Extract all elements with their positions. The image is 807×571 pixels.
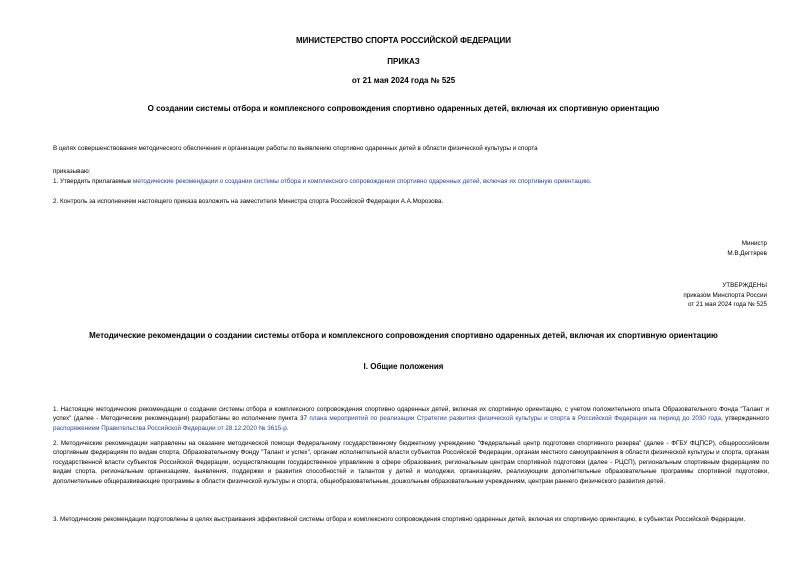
paragraph-1-text-b: , утвержденного bbox=[721, 415, 769, 423]
section-title: I. Общие положения bbox=[363, 362, 444, 371]
paragraph-3: 3. Методические рекомендации подготовлены в целях выстраивания эффективной системы отбора и комплексного сопровождения спортивно одаренных детей, включая их спортивную ориентацию, в субъектах Российской Федерации. bbox=[53, 516, 746, 523]
signature-position: Министр bbox=[741, 240, 767, 247]
order-item-1 bbox=[53, 177, 591, 187]
paragraph-1-text-a: 1. Настоящие методические рекомендации о создании системы отбора и комплексного сопровождения спортивно одаренных детей, включая их спортивную ориентацию, с учетом положительного опыта Образовательного Фонда "Талант и успех" (далее - Методические рекомендации) разработаны во исполнение пункта 37 bbox=[53, 406, 769, 423]
paragraph-1 bbox=[53, 405, 769, 433]
recommendations-link[interactable]: методические рекомендации о создании системы отбора и комплексного сопровождения спортивно одаренных детей, включая их спортивную ориентацию bbox=[133, 178, 590, 185]
order-title: О создании системы отбора и комплексного сопровождения спортивно одаренных детей, включая их спортивную ориентацию bbox=[147, 104, 660, 113]
paragraph-1-text-c: . bbox=[286, 424, 289, 432]
order-preamble: В целях совершенствования методического обеспечения и организации работы по выявлению спортивно одаренных детей в области физической культуры и спорта bbox=[53, 145, 538, 152]
paragraph-2: 2. Методические рекомендации направлены на оказание методической помощи Федеральному государственному бюджетному учреждению "Федеральный центр подготовки спортивного резерва" (далее - ФГБУ ФЦПСР), общероссийским спортивным федерациям по видам спорта, Образовательному Фонду "Талант и успех", органам исполнительной власти субъектов Российской Федерации, органам местного самоуправления в области физической культуры и спорта, органам государственной власти субъектов Российской Федерации, осуществляющим государственное управление в сфере образования, региональным центрам спортивной подготовки (далее - РЦСП), региональным спортивным федерациям по видам спорта, региональным организациям, выявления, поддержки и развития способностей и талантов у детей и молодежи, организациям, реализующим дополнительные образовательные программы спортивной подготовки, дополнительные общеразвивающие программы в области физической культуры и спорта, общеобразовательным, дошкольным образовательным учреждениям, центрам раннего физического развития детей. bbox=[53, 440, 769, 485]
approval-stamp-line-1: УТВЕРЖДЕНЫ bbox=[722, 282, 767, 289]
order-item-1-prefix: 1. Утвердить прилагаемые bbox=[53, 178, 133, 185]
doc-type-heading: ПРИКАЗ bbox=[387, 57, 420, 66]
order-date-number: от 21 мая 2024 года № 525 bbox=[351, 76, 456, 85]
government-order-link[interactable]: распоряжением Правительства Российской Федерации от 28.12.2020 № 3615-р bbox=[53, 424, 287, 432]
order-item-1-suffix: . bbox=[589, 178, 592, 185]
approval-stamp-line-2: приказом Минспорта России bbox=[683, 292, 767, 299]
signature-name: М.В.Дегтярев bbox=[727, 250, 767, 257]
order-command: приказываю: bbox=[53, 168, 91, 175]
approval-stamp-line-3: от 21 мая 2024 года № 525 bbox=[688, 301, 767, 308]
order-item-2: 2. Контроль за исполнением настоящего приказа возложить на заместителя Министра спорта Российской Федерации А.А.Морозова. bbox=[53, 198, 444, 205]
strategy-plan-link[interactable]: плана мероприятий по реализации Стратегии развития физической культуры и спорта в Российской Федерации на период до 2030 года bbox=[309, 415, 722, 423]
ministry-heading: МИНИСТЕРСТВО СПОРТА РОССИЙСКОЙ ФЕДЕРАЦИИ bbox=[295, 36, 512, 45]
recommendations-title: Методические рекомендации о создании системы отбора и комплексного сопровождения спортивно одаренных детей, включая их спортивную ориентацию bbox=[89, 331, 718, 340]
